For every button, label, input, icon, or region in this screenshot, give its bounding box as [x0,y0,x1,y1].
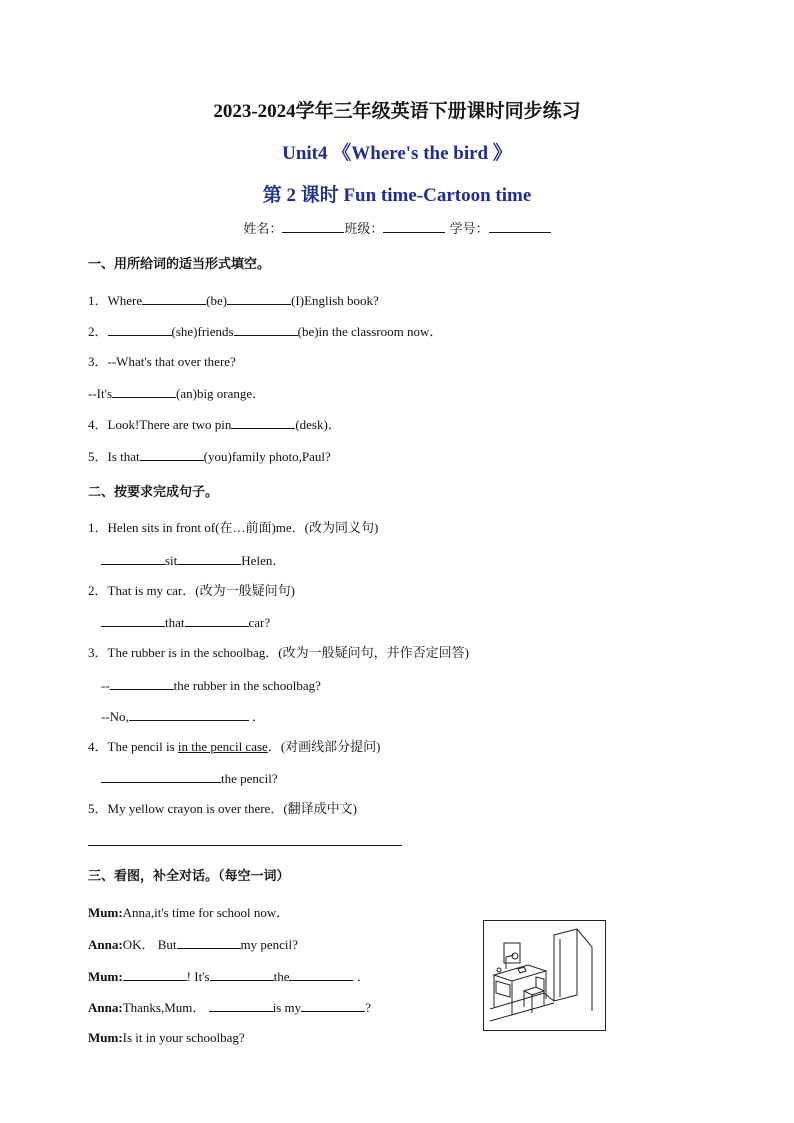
name-label: 姓名： [243,222,283,237]
dialog-line-1: Mum:Anna,it's time for school now． [88,905,290,920]
s1-q3-blank[interactable] [112,384,176,398]
s2-q2-blank1[interactable] [101,613,165,627]
s3-l3-blank3[interactable] [289,967,353,981]
dialog-line-2: Anna:OK． But my pencil? [88,937,298,952]
speaker: Anna: [88,937,123,952]
s2-q4-answer: the pencil? [101,769,278,788]
s1-q2-blank2[interactable] [234,322,298,336]
s1-q1-blank2[interactable] [227,291,291,305]
speaker: Mum: [88,1030,123,1045]
section2-heading: 二、按要求完成句子。 [88,485,219,500]
student-info [0,218,794,237]
s1-q2: 2． (she)friends (be)in the classroom now． [88,324,443,339]
number-label: 学号： [449,222,489,237]
dialog-line-5: Mum:Is it in your schoolbag? [88,1030,245,1045]
s2-q3-answer1: -- the rubber in the schoolbag? [101,678,321,693]
s3-l3-blank1[interactable] [123,967,187,981]
s1-q4-blank[interactable] [231,415,295,429]
underlined-phrase: in the pencil case [177,739,268,754]
worksheet-title: 2023-2024学年三年级英语下册课时同步练习 [213,101,581,122]
s1-q5-blank[interactable] [140,447,204,461]
s2-q3-blank2[interactable] [129,707,249,721]
speaker: Anna: [88,1000,123,1015]
s1-q3: 3．--What's that over there? [88,354,236,369]
dialog-line-3: Mum: ! It's the ． [88,969,370,984]
section3-heading: 三、看图，补全对话。（每空一词） [88,869,290,884]
unit-title: Unit4 《Where's the bird 》 [282,143,512,164]
s2-q3: 3．The rubber is in the schoolbag．(改为一般疑问句，并作否定回答) [88,645,469,660]
speaker: Mum: [88,905,123,920]
s2-q3-blank1[interactable] [110,676,174,690]
s1-q5: 5．Is that (you)family photo,Paul? [88,449,331,464]
class-label: 班级： [344,222,384,237]
s1-q1: 1．Where (be) (I)English book? [88,293,379,308]
lesson-title: 第 2 课时 Fun time-Cartoon time [262,185,532,206]
section1-heading: 一、用所给词的适当形式填空。 [88,257,271,272]
s2-q1-blank1[interactable] [101,551,165,565]
s2-q5: 5．My yellow crayon is over there．(翻译成中文) [88,801,357,816]
s3-l4-blank2[interactable] [301,998,365,1012]
s2-q2-answer: that car? [101,613,270,632]
name-blank[interactable] [282,219,344,233]
s2-q1-answer: sit Helen． [101,551,285,570]
s2-q1-blank2[interactable] [177,551,241,565]
s1-q4: 4．Look!There are two pin (desk)． [88,417,341,432]
s3-l3-blank2[interactable] [210,967,274,981]
room-illustration [483,920,606,1031]
s1-q2-blank1[interactable] [108,322,172,336]
desk-chair-room-illustration-icon [484,921,605,1030]
s2-q2-blank2[interactable] [185,613,249,627]
s2-q4-blank[interactable] [101,769,221,783]
s3-l2-blank[interactable] [177,935,241,949]
s2-q4: 4．The pencil is in the pencil case．(对画线部分提问) [88,739,381,754]
s2-q1: 1．Helen sits in front of(在…前面)me．(改为同义句) [88,520,379,535]
speaker: Mum: [88,969,123,984]
class-blank[interactable] [383,219,445,233]
dialog-line-4: Anna:Thanks,Mum． is my ? [88,1000,371,1015]
s3-l4-blank1[interactable] [209,998,273,1012]
s2-q2: 2．That is my car．(改为一般疑问句) [88,583,295,598]
s1-q1-blank1[interactable] [142,291,206,305]
s2-q3-answer2: --No, ． [101,709,266,724]
s2-q5-answer-line[interactable] [88,845,402,846]
number-blank[interactable] [489,219,551,233]
s1-q3-answer: --It's (an)big orange． [88,386,266,401]
